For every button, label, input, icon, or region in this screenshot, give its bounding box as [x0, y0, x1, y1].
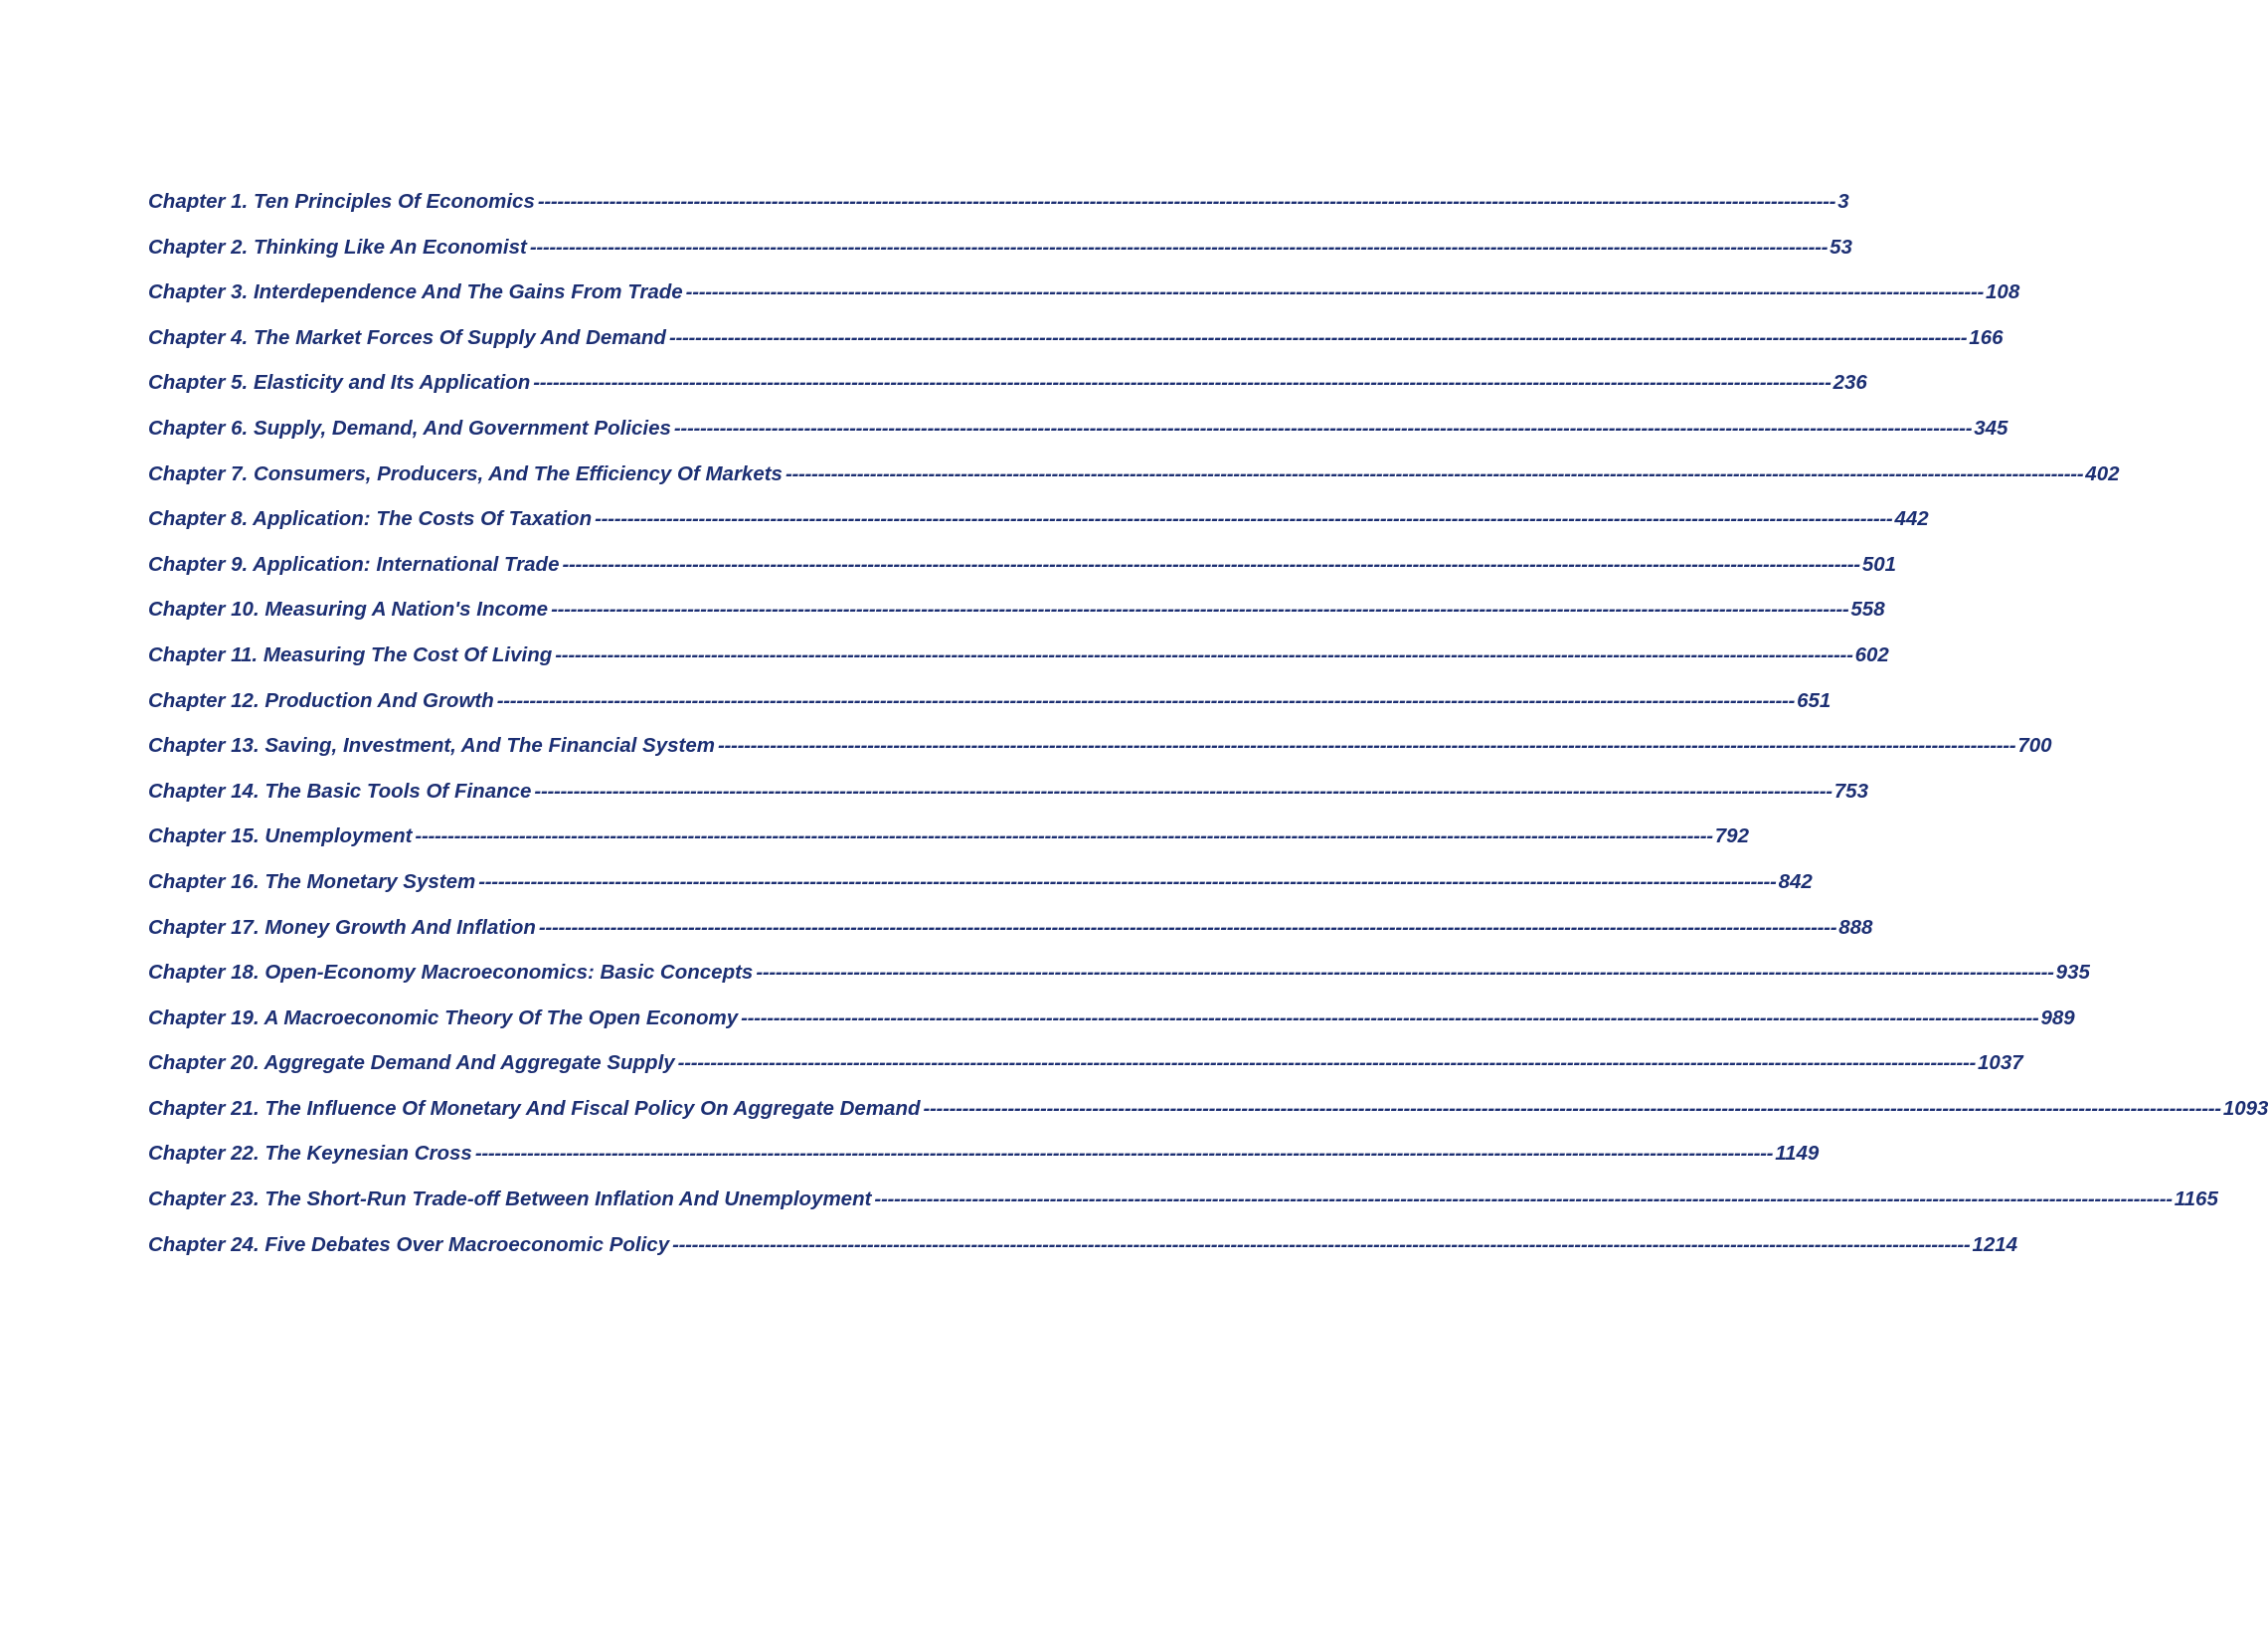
toc-entry-title: Chapter 5. Elasticity and Its Application	[148, 371, 531, 395]
toc-dot-leader: --------------------------------------------------------------------------------------------------------------------------------------------------------------------------------------------------------	[533, 371, 1832, 395]
toc-entry-title: Chapter 8. Application: The Costs Of Taxation	[148, 507, 593, 531]
toc-entry-title: Chapter 13. Saving, Investment, And The Financial System	[148, 734, 715, 758]
toc-entry-chapter-7[interactable]	[148, 461, 2120, 508]
toc-dot-leader: --------------------------------------------------------------------------------------------------------------------------------------------------------------------------------------------------------	[537, 190, 1836, 213]
toc-entry-title: Chapter 2. Thinking Like An Economist	[148, 235, 527, 259]
toc-entry-page-number: 700	[2017, 734, 2052, 758]
toc-entry-title: Chapter 24. Five Debates Over Macroeconomic Policy	[148, 1232, 670, 1256]
toc-entry-page-number: 989	[2040, 1005, 2075, 1029]
toc-dot-leader: --------------------------------------------------------------------------------------------------------------------------------------------------------------------------------------------------------	[478, 869, 1777, 893]
toc-entry-page-number: 1037	[1978, 1051, 2023, 1075]
toc-entry-title: Chapter 16. The Monetary System	[148, 869, 476, 893]
toc-entry-chapter-22[interactable]	[148, 1142, 1820, 1187]
toc-entry-title: Chapter 21. The Influence Of Monetary And Fiscal Policy On Aggregate Demand	[148, 1096, 921, 1120]
toc-dot-leader: --------------------------------------------------------------------------------------------------------------------------------------------------------------------------------------------------------	[923, 1096, 2221, 1120]
toc-dot-leader: --------------------------------------------------------------------------------------------------------------------------------------------------------------------------------------------------------	[474, 1142, 1774, 1166]
toc-entry-chapter-11[interactable]	[148, 642, 1889, 689]
toc-entry-chapter-19[interactable]	[148, 1005, 2075, 1052]
toc-entry-chapter-24[interactable]	[148, 1232, 2018, 1279]
toc-entry-chapter-13[interactable]	[148, 734, 2052, 780]
toc-dot-leader: --------------------------------------------------------------------------------------------------------------------------------------------------------------------------------------------------------	[685, 280, 1985, 304]
toc-entry-chapter-16[interactable]	[148, 869, 1813, 916]
toc-entry-chapter-8[interactable]	[148, 507, 1929, 553]
toc-entry-page-number: 792	[1714, 824, 1749, 848]
toc-entry-chapter-23[interactable]	[148, 1187, 2218, 1233]
toc-entry-page-number: 1214	[1972, 1232, 2018, 1256]
toc-dot-leader: --------------------------------------------------------------------------------------------------------------------------------------------------------------------------------------------------------	[534, 779, 1832, 803]
toc-entry-page-number: 602	[1854, 642, 1889, 666]
toc-entry-title: Chapter 3. Interdependence And The Gains From Trade	[148, 280, 683, 304]
toc-dot-leader: --------------------------------------------------------------------------------------------------------------------------------------------------------------------------------------------------------	[677, 1051, 1977, 1075]
toc-entry-chapter-21[interactable]	[148, 1096, 2268, 1143]
toc-entry-title: Chapter 17. Money Growth And Inflation	[148, 915, 536, 939]
toc-entry-title: Chapter 23. The Short-Run Trade-off Between Inflation And Unemployment	[148, 1187, 872, 1211]
toc-entry-chapter-1[interactable]	[148, 190, 1849, 236]
toc-entry-page-number: 402	[2085, 461, 2120, 485]
toc-entry-chapter-14[interactable]	[148, 779, 1868, 825]
toc-entry-chapter-9[interactable]	[148, 552, 1897, 599]
toc-entry-chapter-17[interactable]	[148, 915, 1873, 962]
toc-entry-chapter-4[interactable]	[148, 325, 2004, 372]
toc-entry-title: Chapter 18. Open-Economy Macroeconomics: Basic Concepts	[148, 961, 754, 985]
toc-dot-leader: --------------------------------------------------------------------------------------------------------------------------------------------------------------------------------------------------------	[551, 598, 1849, 622]
toc-entry-title: Chapter 15. Unemployment	[148, 824, 413, 848]
toc-entry-chapter-12[interactable]	[148, 688, 1832, 735]
toc-entry-title: Chapter 12. Production And Growth	[148, 688, 494, 712]
toc-entry-page-number: 166	[1969, 325, 2004, 349]
toc-entry-page-number: 1149	[1775, 1142, 1820, 1166]
toc-entry-page-number: 842	[1778, 869, 1813, 893]
toc-entry-page-number: 501	[1861, 552, 1897, 576]
toc-entry-page-number: 3	[1837, 190, 1849, 213]
toc-dot-leader: --------------------------------------------------------------------------------------------------------------------------------------------------------------------------------------------------------	[496, 688, 1796, 712]
toc-entry-title: Chapter 20. Aggregate Demand And Aggregate Supply	[148, 1051, 675, 1075]
toc-entry-chapter-10[interactable]	[148, 598, 1885, 643]
toc-dot-leader: --------------------------------------------------------------------------------------------------------------------------------------------------------------------------------------------------------	[874, 1187, 2173, 1211]
toc-dot-leader: --------------------------------------------------------------------------------------------------------------------------------------------------------------------------------------------------------	[415, 824, 1713, 848]
toc-dot-leader: --------------------------------------------------------------------------------------------------------------------------------------------------------------------------------------------------------	[756, 961, 2054, 985]
toc-entry-page-number: 345	[1974, 416, 2008, 440]
toc-entry-title: Chapter 1. Ten Principles Of Economics	[148, 190, 535, 213]
toc-entry-title: Chapter 9. Application: International Trade	[148, 552, 560, 576]
toc-dot-leader: --------------------------------------------------------------------------------------------------------------------------------------------------------------------------------------------------------	[672, 1232, 1971, 1256]
toc-entry-title: Chapter 19. A Macroeconomic Theory Of The Open Economy	[148, 1005, 739, 1029]
toc-dot-leader: --------------------------------------------------------------------------------------------------------------------------------------------------------------------------------------------------------	[529, 235, 1829, 259]
toc-entry-chapter-15[interactable]	[148, 824, 1749, 870]
toc-entry-chapter-3[interactable]	[148, 280, 2020, 326]
toc-entry-page-number: 558	[1850, 598, 1885, 622]
toc-entry-page-number: 651	[1797, 688, 1832, 712]
toc-entry-page-number: 442	[1894, 507, 1929, 531]
toc-entry-page-number: 1093	[2222, 1096, 2268, 1120]
toc-entry-page-number: 1165	[2174, 1187, 2218, 1211]
toc-entry-title: Chapter 11. Measuring The Cost Of Living	[148, 642, 553, 666]
toc-entry-page-number: 753	[1833, 779, 1868, 803]
table-of-contents	[148, 190, 2268, 1278]
toc-dot-leader: --------------------------------------------------------------------------------------------------------------------------------------------------------------------------------------------------------	[673, 416, 1973, 440]
toc-entry-chapter-6[interactable]	[148, 416, 2008, 462]
toc-entry-chapter-20[interactable]	[148, 1051, 2023, 1097]
toc-entry-page-number: 236	[1832, 371, 1867, 395]
toc-entry-title: Chapter 6. Supply, Demand, And Government Policies	[148, 416, 671, 440]
toc-entry-title: Chapter 22. The Keynesian Cross	[148, 1142, 472, 1166]
toc-dot-leader: --------------------------------------------------------------------------------------------------------------------------------------------------------------------------------------------------------	[595, 507, 1893, 531]
toc-dot-leader: --------------------------------------------------------------------------------------------------------------------------------------------------------------------------------------------------------	[668, 325, 1968, 349]
toc-entry-title: Chapter 10. Measuring A Nation's Income	[148, 598, 549, 622]
toc-dot-leader: --------------------------------------------------------------------------------------------------------------------------------------------------------------------------------------------------------	[785, 461, 2084, 485]
toc-entry-chapter-18[interactable]	[148, 961, 2090, 1006]
toc-dot-leader: --------------------------------------------------------------------------------------------------------------------------------------------------------------------------------------------------------	[538, 915, 1837, 939]
toc-dot-leader: --------------------------------------------------------------------------------------------------------------------------------------------------------------------------------------------------------	[717, 734, 2016, 758]
toc-dot-leader: --------------------------------------------------------------------------------------------------------------------------------------------------------------------------------------------------------	[555, 642, 1853, 666]
toc-entry-page-number: 888	[1838, 915, 1873, 939]
toc-entry-chapter-2[interactable]	[148, 235, 1852, 281]
toc-dot-leader: --------------------------------------------------------------------------------------------------------------------------------------------------------------------------------------------------------	[562, 552, 1860, 576]
toc-entry-page-number: 935	[2055, 961, 2090, 985]
toc-dot-leader: --------------------------------------------------------------------------------------------------------------------------------------------------------------------------------------------------------	[741, 1005, 2039, 1029]
toc-entry-title: Chapter 4. The Market Forces Of Supply And Demand	[148, 325, 666, 349]
toc-entry-title: Chapter 14. The Basic Tools Of Finance	[148, 779, 532, 803]
toc-entry-page-number: 53	[1830, 235, 1852, 259]
toc-entry-page-number: 108	[1986, 280, 2020, 304]
toc-entry-chapter-5[interactable]	[148, 371, 1867, 417]
toc-entry-title: Chapter 7. Consumers, Producers, And The Efficiency Of Markets	[148, 461, 783, 485]
